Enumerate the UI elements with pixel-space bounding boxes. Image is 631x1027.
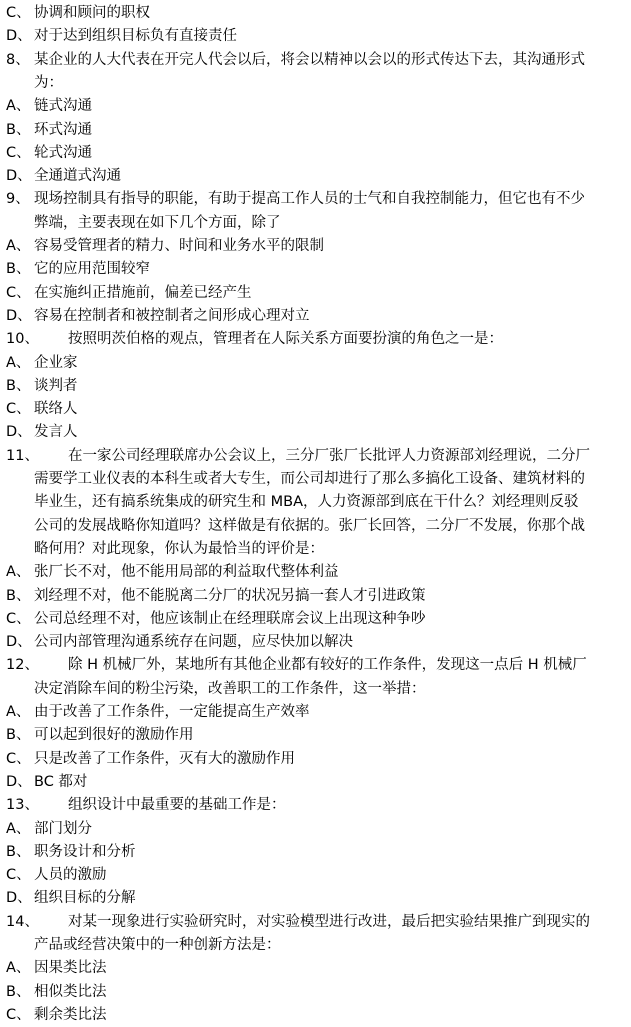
option-label: A、 <box>6 960 31 977</box>
option-text: 部门划分 <box>34 820 92 837</box>
option-text: 刘经理不对，他不能脱离二分厂的状况另搞一套人才引进政策 <box>34 587 426 604</box>
option-text: 因果类比法 <box>34 960 107 977</box>
answer-option <box>0 142 631 165</box>
option-text: 只是改善了工作条件，灭有大的激励作用 <box>34 750 295 767</box>
question-text: 按照明茨伯格的观点，管理者在人际关系方面要扮演的角色之一是： <box>68 331 503 348</box>
option-text: 轮式沟通 <box>34 144 92 161</box>
option-label: A、 <box>6 98 31 115</box>
option-text: 公司内部管理沟通系统存在问题，应尽快加以解决 <box>34 634 353 651</box>
question-text: 在一家公司经理联席办公会议上，三分厂张厂长批评人力资源部刘经理说，二分厂 <box>68 447 590 464</box>
question-text: 组织设计中最重要的基础工作是： <box>68 797 286 814</box>
answer-option <box>0 724 631 747</box>
question-text: 需要学工业仪表的本科生或者大专生，而公司却进行了那么多搞化工设备、建筑材料的 <box>34 471 585 487</box>
answer-option <box>0 608 631 631</box>
option-label: D、 <box>6 634 32 651</box>
option-text: 由于改善了工作条件，一定能提高生产效率 <box>34 704 310 720</box>
question-text: 毕业生，还有搞系统集成的研究生和 MBA，人力资源部到底在干什么？刘经理则反驳 <box>34 494 579 511</box>
answer-option <box>0 818 631 841</box>
option-label: D、 <box>6 28 32 45</box>
option-label: A、 <box>6 354 31 371</box>
answer-option <box>0 258 631 281</box>
answer-option <box>0 119 631 142</box>
option-text: 联络人 <box>34 401 78 418</box>
answer-option <box>0 165 631 188</box>
option-text: 在实施纠正措施前，偏差已经产生 <box>34 284 252 301</box>
answer-option <box>0 305 631 328</box>
option-label: D、 <box>6 168 32 185</box>
option-label: C、 <box>6 284 31 301</box>
option-text: 链式沟通 <box>34 98 92 115</box>
question-number: 14、 <box>6 913 39 930</box>
question-text: 除 H 机械厂外，某地所有其他企业都有较好的工作条件，发现这一点后 H 机械厂 <box>68 657 587 674</box>
question-line <box>0 445 631 468</box>
answer-option <box>0 841 631 864</box>
option-label: B、 <box>6 377 31 394</box>
answer-option <box>0 771 631 794</box>
question-text: 弊端，主要表现在如下几个方面，除了 <box>34 214 281 231</box>
option-label: B、 <box>6 587 31 604</box>
option-label: D、 <box>6 773 32 790</box>
option-label: A、 <box>6 704 31 720</box>
option-text: 企业家 <box>34 354 78 371</box>
question-text: 某企业的人大代表在开完人代会以后，将会以精神以会以的形式传达下去，其沟通形式 <box>34 51 585 68</box>
answer-option <box>0 235 631 258</box>
option-label: D、 <box>6 424 32 441</box>
answer-option <box>0 375 631 398</box>
option-text: 协调和顾问的职权 <box>34 5 150 21</box>
answer-option <box>0 25 631 48</box>
option-text: 它的应用范围较窄 <box>34 261 150 278</box>
option-text: 全通道式沟通 <box>34 168 121 185</box>
option-text: 谈判者 <box>34 377 78 394</box>
question-continuation <box>0 515 631 538</box>
option-text: 公司总经理不对，他应该制止在经理联席会议上出现这种争吵 <box>34 610 426 627</box>
option-text: 容易在控制者和被控制者之间形成心理对立 <box>34 307 310 324</box>
option-label: C、 <box>6 750 31 767</box>
option-label: C、 <box>6 867 31 884</box>
option-text: 组织目标的分解 <box>34 890 136 907</box>
option-label: B、 <box>6 983 31 1000</box>
answer-option <box>0 352 631 375</box>
question-line <box>0 49 631 72</box>
option-label: B、 <box>6 843 31 860</box>
question-continuation <box>0 212 631 235</box>
question-continuation <box>0 934 631 957</box>
question-line <box>0 911 631 934</box>
option-text: 张厂长不对，他不能用局部的利益取代整体利益 <box>34 564 339 581</box>
option-label: B、 <box>6 121 31 138</box>
option-label: D、 <box>6 307 32 324</box>
answer-option <box>0 957 631 980</box>
question-text: 产品或经营决策中的一种创新方法是： <box>34 937 281 953</box>
answer-option <box>0 2 631 25</box>
answer-option <box>0 701 631 724</box>
question-number: 8、 <box>6 51 30 68</box>
option-text: 发言人 <box>34 424 78 441</box>
option-text: 环式沟通 <box>34 121 92 138</box>
question-number: 9、 <box>6 191 30 208</box>
answer-option <box>0 748 631 771</box>
question-line <box>0 794 631 817</box>
question-line <box>0 188 631 211</box>
option-text: BC 都对 <box>34 773 88 790</box>
question-number: 10、 <box>6 331 39 348</box>
answer-option <box>0 585 631 608</box>
option-text: 相似类比法 <box>34 983 107 1000</box>
question-text: 公司的发展战略你知道吗？这样做是有依据的。张厂长回答，二分厂不发展，你那个战 <box>34 517 585 534</box>
question-text: 对某一现象进行实验研究时，对实验模型进行改进，最后把实验结果推广到现实的 <box>68 913 590 930</box>
option-label: A、 <box>6 564 31 581</box>
answer-option <box>0 631 631 654</box>
question-number: 11、 <box>6 447 39 464</box>
question-continuation <box>0 678 631 701</box>
question-continuation <box>0 491 631 514</box>
answer-option <box>0 981 631 1004</box>
answer-option <box>0 887 631 910</box>
option-label: A、 <box>6 238 31 254</box>
option-text: 可以起到很好的激励作用 <box>34 727 194 744</box>
option-text: 对于达到组织目标负有直接责任 <box>34 28 237 45</box>
question-continuation <box>0 468 631 491</box>
option-text: 容易受管理者的精力、时间和业务水平的限制 <box>34 238 324 254</box>
question-text: 为： <box>34 74 63 91</box>
option-label: B、 <box>6 261 31 278</box>
question-line <box>0 328 631 351</box>
option-text: 剩余类比法 <box>34 1006 107 1023</box>
answer-option <box>0 282 631 305</box>
answer-option <box>0 398 631 421</box>
option-label: C、 <box>6 1006 31 1023</box>
option-label: C、 <box>6 144 31 161</box>
question-text: 决定消除车间的粉尘污染，改善职工的工作条件，这一举措： <box>34 680 426 697</box>
answer-option <box>0 864 631 887</box>
question-line <box>0 654 631 677</box>
option-text: 职务设计和分析 <box>34 843 136 860</box>
option-label: A、 <box>6 820 31 837</box>
option-label: C、 <box>6 401 31 418</box>
question-continuation <box>0 538 631 561</box>
option-label: C、 <box>6 5 31 21</box>
question-number: 12、 <box>6 657 39 674</box>
answer-option <box>0 95 631 118</box>
option-text: 人员的激励 <box>34 867 107 884</box>
question-text: 略何用？对此现象，你认为最恰当的评价是： <box>34 540 324 557</box>
option-label: D、 <box>6 890 32 907</box>
option-label: B、 <box>6 727 31 744</box>
question-text: 现场控制具有指导的职能，有助于提高工作人员的士气和自我控制能力，但它也有不少 <box>34 191 585 208</box>
option-label: C、 <box>6 610 31 627</box>
question-number: 13、 <box>6 797 39 814</box>
answer-option <box>0 1004 631 1027</box>
answer-option <box>0 421 631 444</box>
question-continuation <box>0 72 631 95</box>
answer-option <box>0 561 631 584</box>
